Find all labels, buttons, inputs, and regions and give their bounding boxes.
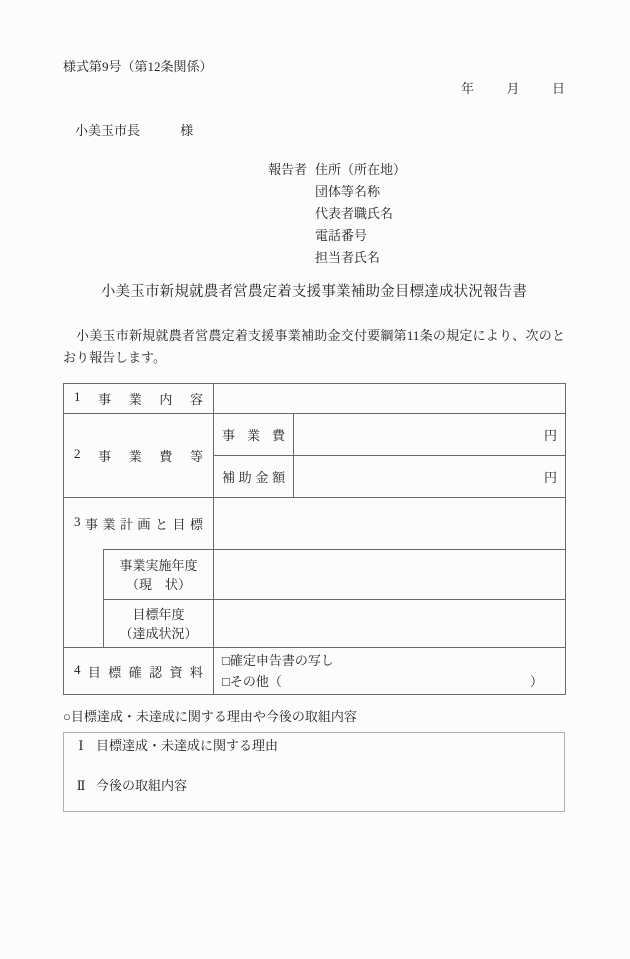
row2-cost-unit: 円 bbox=[543, 428, 557, 443]
reason-item-2-text: 今後の取組内容 bbox=[96, 778, 188, 793]
reason-item-1-text: 目標達成・未達成に関する理由 bbox=[96, 738, 279, 753]
row3-sub1-label-line2: （現 状） bbox=[125, 576, 191, 592]
row2-label: 2 事 業 費 等 bbox=[74, 446, 203, 464]
row3-sub2-label-cell bbox=[104, 600, 214, 648]
addressee-name: 小美玉市長 bbox=[75, 123, 141, 138]
row4-label-cell bbox=[64, 648, 214, 695]
row2-subsidy-unit: 円 bbox=[543, 470, 557, 485]
row3-label: 3 事 業 計 画 と 目 標 bbox=[74, 514, 203, 532]
reason-item-2-numeral: Ⅱ bbox=[76, 778, 86, 793]
row3-sub1-label-line1: 事業実施年度 bbox=[119, 557, 198, 573]
report-form-table bbox=[63, 383, 566, 695]
reason-item-2 bbox=[74, 775, 554, 797]
row2-subsidy-value-cell bbox=[294, 456, 566, 498]
row2-label-cell bbox=[64, 414, 214, 498]
document-page bbox=[0, 56, 630, 959]
table-row-target-year bbox=[64, 600, 566, 648]
reason-section-heading: ○目標達成・未達成に関する理由や今後の取組内容 bbox=[63, 709, 357, 724]
row1-value-cell bbox=[214, 384, 566, 414]
reporter-fields bbox=[315, 159, 406, 269]
table-row-goal-confirmation bbox=[64, 648, 566, 695]
reporter-field-phone: 電話番号 bbox=[315, 228, 368, 243]
addressee-honorific: 様 bbox=[180, 123, 194, 138]
reason-item-1-numeral: Ⅰ bbox=[78, 738, 84, 753]
reporter-field-organization: 団体等名称 bbox=[315, 184, 381, 199]
row3-label-cell bbox=[64, 498, 214, 550]
checkbox-other bbox=[222, 671, 557, 692]
reporter-block bbox=[268, 159, 565, 269]
reason-item-1 bbox=[74, 735, 554, 757]
table-row-business-content bbox=[64, 384, 566, 414]
row3-sub2-value-cell bbox=[214, 600, 566, 648]
table-row-plan-goal bbox=[64, 498, 566, 550]
row1-label: 1 事 業 内 容 bbox=[74, 389, 203, 407]
row2-subsidy-label: 補 助 金 額 bbox=[222, 470, 285, 485]
table-row-project-cost bbox=[64, 414, 566, 456]
row2-cost-value-cell bbox=[294, 414, 566, 456]
reason-box bbox=[63, 732, 565, 812]
row2-cost-label-cell bbox=[214, 414, 294, 456]
row3-sub1-value-cell bbox=[214, 550, 566, 600]
date-placeholder: 年 月 日 bbox=[461, 81, 565, 96]
row1-label-cell bbox=[64, 384, 214, 414]
reporter-field-representative: 代表者職氏名 bbox=[315, 206, 394, 221]
body-paragraph: 小美玉市新規就農者営農定着支援事業補助金交付要綱第11条の規定により、次のとおり報告します。 bbox=[63, 328, 565, 365]
document-title: 小美玉市新規就農者営農定着支援事業補助金目標達成状況報告書 bbox=[100, 284, 528, 300]
row4-value-cell bbox=[214, 648, 566, 695]
row3-indent-cell bbox=[64, 550, 104, 648]
reporter-field-contact: 担当者氏名 bbox=[315, 250, 381, 265]
date-line bbox=[63, 78, 565, 100]
table-row-implementation-year bbox=[64, 550, 566, 600]
row2-subsidy-label-cell bbox=[214, 456, 294, 498]
row3-value-cell bbox=[214, 498, 566, 550]
addressee-line bbox=[63, 120, 565, 142]
checkbox-tax-return-copy: □確定申告書の写し bbox=[222, 653, 334, 668]
row3-sub2-label-line2: （達成状況） bbox=[119, 625, 198, 641]
reporter-label: 報告者 bbox=[268, 162, 308, 177]
checkbox-other-close-paren: ） bbox=[529, 674, 543, 689]
row2-cost-label: 事 業 費 bbox=[222, 428, 285, 443]
reporter-field-address: 住所（所在地） bbox=[315, 162, 407, 177]
form-number: 様式第9号（第12条関係） bbox=[63, 59, 213, 74]
checkbox-other-open: □その他（ bbox=[222, 674, 282, 689]
row3-sub2-label-line1: 目標年度 bbox=[132, 606, 185, 622]
row4-label: 4 目 標 確 認 資 料 bbox=[74, 661, 203, 680]
row3-sub1-label-cell bbox=[104, 550, 214, 600]
